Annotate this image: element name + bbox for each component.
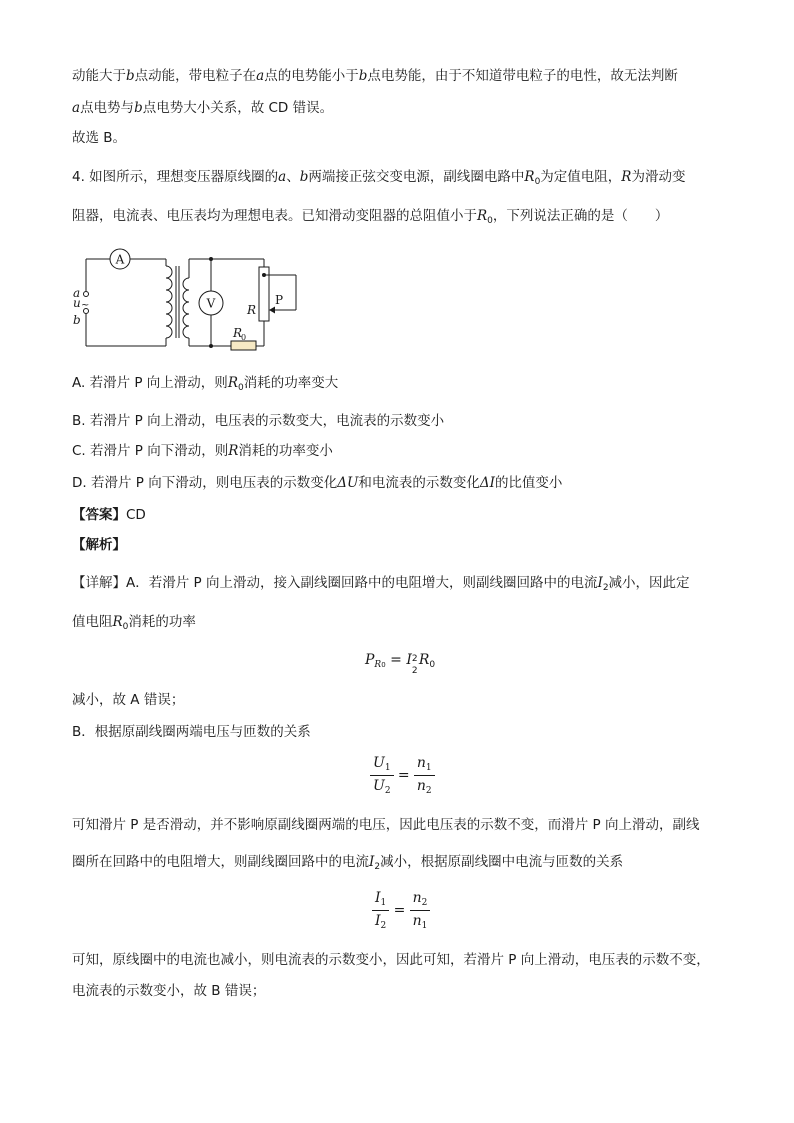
terminal-b-label: b: [73, 313, 81, 327]
option-c: C. 若滑片 P 向下滑动，则R消耗的功率变小: [72, 443, 333, 459]
detail-line-5: 可知滑片 P 是否滑动，并不影响原副线圈两端的电压，因此电压表的示数不变，而滑片 P 向上滑动，副线: [72, 817, 700, 833]
prev-line-3: 故选 B。: [72, 130, 127, 146]
option-a: A. 若滑片 P 向上滑动，则$R_0$消耗的功率变大: [72, 375, 339, 393]
power-equation: $P_{R0} = I$ 2 2 $R_0$: [365, 652, 436, 676]
source-tilde: ~: [81, 300, 90, 311]
prev-line-2: a点电势与b点电势大小关系，故 CD 错误。: [72, 100, 334, 116]
detail-line-4: B．根据原副线圈两端电压与匝数的关系: [72, 724, 311, 740]
ammeter-label: A: [115, 252, 125, 267]
source-u-label: u: [73, 296, 81, 310]
detail-line-6: 圈所在回路中的电阻增大，则副线圈回路中的电流$I_2$减小，根据原副线圈中电流与匝数的关系: [72, 854, 624, 872]
detail-line-7: 可知，原线圈中的电流也减小，则电流表的示数变小，因此可知，若滑片 P 向上滑动，电压表的示数不变，: [72, 952, 710, 968]
question-line-2: 阻器，电流表、电压表均为理想电表。已知滑动变阻器的总阻值小于$R_0$，下列说法正确的是（ ）: [72, 208, 669, 226]
voltage-ratio-equation: $\frac{U_1}{U_2}$ = $\frac{n_1}{n_2}$: [370, 755, 435, 796]
option-b: B. 若滑片 P 向上滑动，电压表的示数变大，电流表的示数变小: [72, 413, 445, 429]
circuit-diagram: [66, 244, 306, 359]
terminal-a-label: a: [73, 286, 81, 300]
detail-line-2: 值电阻$R_0$消耗的功率: [72, 614, 196, 632]
current-ratio-equation: $\frac{I_1}{I_2}$ = $\frac{n_2}{n_1}$: [372, 890, 430, 931]
rheostat-r-label: R: [247, 303, 257, 317]
detail-line-8: 电流表的示数变小，故 B 错误；: [72, 983, 266, 999]
detail-line-1: 【详解】A．若滑片 P 向上滑动，接入副线圈回路中的电阻增大，则副线圈回路中的电流$I_2$减小，因此定: [72, 575, 690, 593]
answer-line: 【答案】CD: [72, 507, 146, 523]
question-line-1: 4. 如图所示，理想变压器原线圈的a、b两端接正弦交变电源，副线圈电路中$R_0$为定值电阻，R为滑动变: [72, 169, 686, 187]
resistor-r0-subscript: 0: [241, 333, 247, 342]
prev-line-1: 动能大于b点动能，带电粒子在a点的电势能小于b点电势能，由于不知道带电粒子的电性，故无法判断: [72, 68, 678, 84]
option-d: D. 若滑片 P 向下滑动，则电压表的示数变化ΔU和电流表的示数变化ΔI的比值变小: [72, 475, 563, 491]
slider-p-label: P: [275, 293, 284, 307]
voltmeter-label: V: [206, 296, 216, 311]
resistor-r0-label: R: [233, 326, 243, 340]
detail-line-3: 减小，故 A 错误；: [72, 692, 185, 708]
analysis-heading: 【解析】: [72, 537, 126, 553]
